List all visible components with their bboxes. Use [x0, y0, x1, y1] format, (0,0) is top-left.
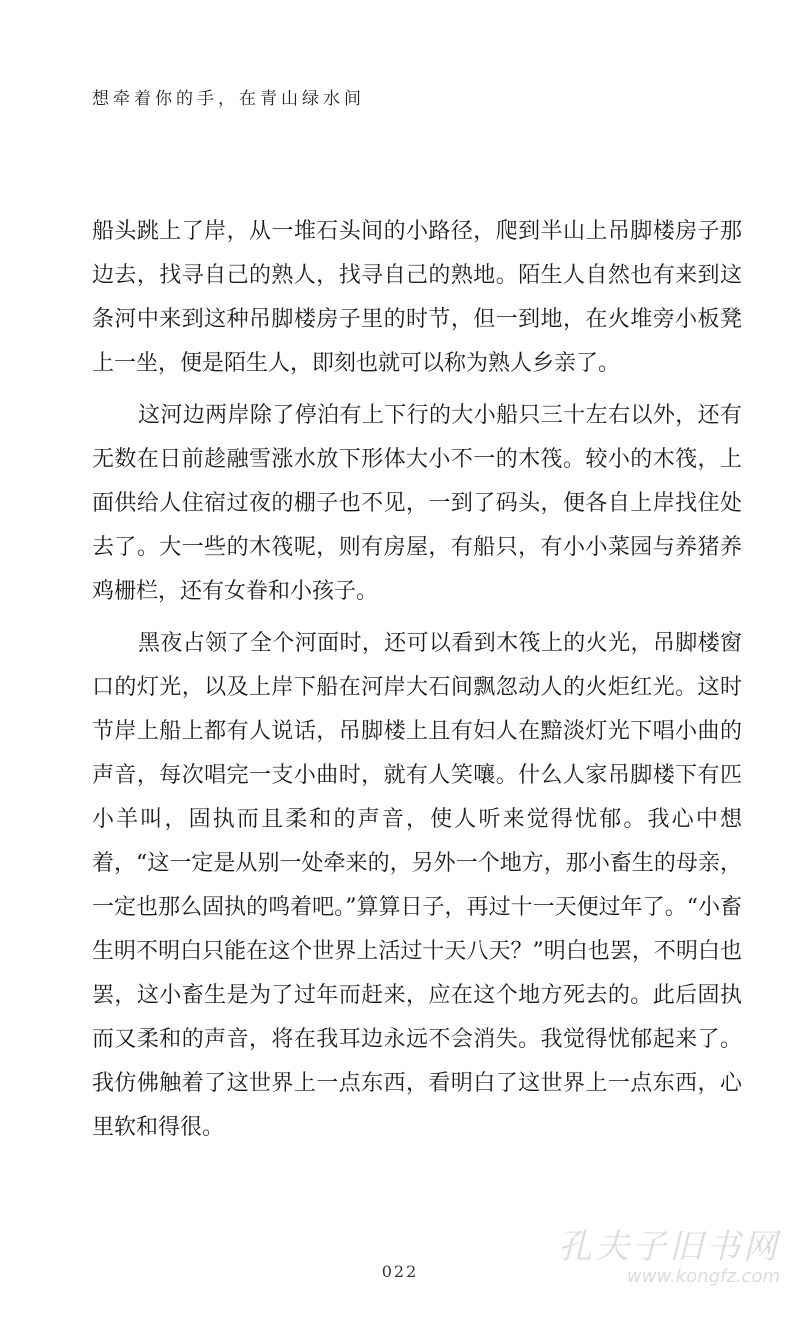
running-header: 想牵着你的手，在青山绿水间 [92, 89, 365, 109]
paragraph-continued: 船头跳上了岸，从一堆石头间的小路径，爬到半山上吊脚楼房子那边去，找寻自己的熟人，找寻自己的熟地。陌生人自然也有来到这条河中来到这种吊脚楼房子里的时节，但一到地，在火堆旁小板凳上一坐，便是陌生人，即刻也就可以称为熟人乡亲了。 [92, 219, 742, 376]
body-text [92, 210, 742, 1150]
page-number: 022 [381, 1262, 419, 1281]
watermark-url: www.kongfz.com [627, 1266, 780, 1287]
paragraph: 这河边两岸除了停泊有上下行的大小船只三十左右以外，还有无数在日前趁融雪涨水放下形体大小不一的木筏。较小的木筏，上面供给人住宿过夜的棚子也不见，一到了码头，便各自上岸找住处去了。大一些的木筏呢，则有房屋，有船只，有小小菜园与养猪养鸡栅栏，还有女眷和小孩子。 [92, 403, 742, 604]
paragraph: 黑夜占领了全个河面时，还可以看到木筏上的火光，吊脚楼窗口的灯光，以及上岸下船在河岸大石间飘忽动人的火炬红光。这时节岸上船上都有人说话，吊脚楼上且有妇人在黯淡灯光下唱小曲的声音，每次唱完一支小曲时，就有人笑嚷。什么人家吊脚楼下有匹小羊叫，固执而且柔和的声音，使人听来觉得忧郁。我心中想着，“这一定是从别一处牵来的，另外一个地方，那小畜生的母亲，一定也那么固执的鸣着吧。”算算日子，再过十一天便过年了。“小畜生明不明白只能在这个世界上活过十天八天？”明白也罢，不明白也罢，这小畜生是为了过年而赶来，应在这个地方死去的。此后固执而又柔和的声音，将在我耳边永远不会消失。我觉得忧郁起来了。我仿佛触着了这世界上一点东西，看明白了这世界上一点东西，心里软和得很。 [92, 631, 742, 1140]
watermark [558, 1228, 780, 1288]
watermark-name: 孔夫子旧书网 [558, 1227, 780, 1267]
